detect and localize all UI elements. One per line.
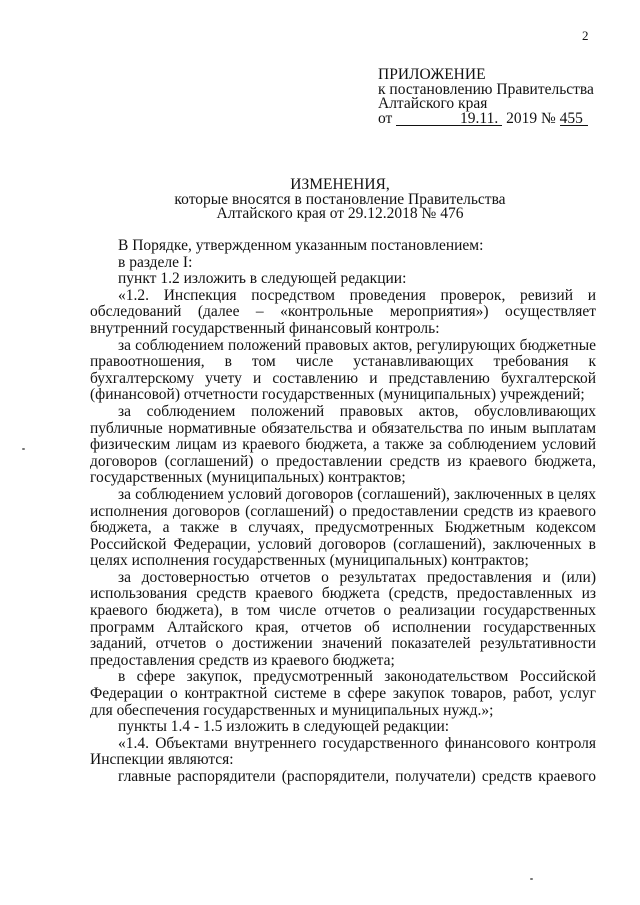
appendix-line-1: к постановлению Правительства [378,80,594,98]
appendix-line-2: Алтайского края [378,95,488,112]
page-number: 2 [582,28,589,43]
title-line-2: Алтайского края от 29.12.2018 № 476 [216,205,464,222]
appendix-date-line [378,109,594,127]
title-line-1: которые вносятся в постановление Правительства [174,190,506,208]
paragraph: пункты 1.4 - 1.5 изложить в следующей редакции: [118,718,450,736]
paragraph: главные распорядители (распорядители, получатели) средств краевого [118,768,596,785]
paragraph: за соблюдением условий договоров (соглашений), заключенных в целях исполнения договоров (соглашений) о предоставлении средств из краевого бюджета, а также в случаях, предусмотренных Бюджетным кодексом Российской Федерации, условий договоров (соглашений), заключенных в целях исполнения государственных (муниципальных) контрактов; [90,485,596,570]
paragraph: в разделе I: [118,253,193,271]
paragraph: В Порядке, утвержденном указанным постановлением: [118,237,484,254]
scan-speck [22,448,25,450]
appendix-block [378,68,594,126]
title-heading: ИЗМЕНЕНИЯ, [290,176,390,193]
number-value: 455 [560,113,588,126]
paragraph: «1.2. Инспекция посредством проведения проверок, ревизий и обследований (далее – «контрольные мероприятия») осуществляет внутренний государственный финансовый контроль: [90,286,596,337]
paragraph: «1.4. Объектами внутреннего государственного финансового контроля Инспекции являются: [90,734,596,769]
paragraph: за достоверностью отчетов о результатах предоставления и (или) использования средств краевого бюджета (средств, предоставленных из краевого бюджета), в том числе отчетов о реализации государственных программ Алтайского края, отчетов об исполнении государственных заданий, отчетов о достижении значений показателей результативности предоставления средств из краевого бюджета; [90,568,596,669]
paragraph: в сфере закупок, предусмотренный законодательством Российской Федерации о контрактной системе в сфере закупок товаров, работ, услуг для обеспечения государственных и муниципальных нужд.»; [90,668,596,719]
document-body [90,238,596,786]
document-title [100,178,580,222]
scan-speck [530,878,533,880]
paragraph: за соблюдением положений правовых актов, регулирующих бюджетные правоотношения, в том числе устанавливающих требования к бухгалтерскому учету и составлению и представлению бухгалтерской (финансовой) отчетности государственных (муниципальных) учреждений; [90,336,596,404]
paragraph: пункт 1.2 изложить в следующей редакции: [118,270,407,288]
appendix-heading: ПРИЛОЖЕНИЕ [378,66,486,83]
from-label: от [378,109,393,127]
paragraph: за соблюдением положений правовых актов, обусловливающих публичные нормативные обязательства и обязательства по иным выплатам физическим лицам из краевого бюджета, а также за соблюдением условий договоров (соглашений) о предоставлении средств из краевого бюджета, государственных (муниципальных) контрактов; [90,402,596,487]
date-value: 19.11. [396,113,502,126]
year-label: 2019 № [506,109,556,127]
